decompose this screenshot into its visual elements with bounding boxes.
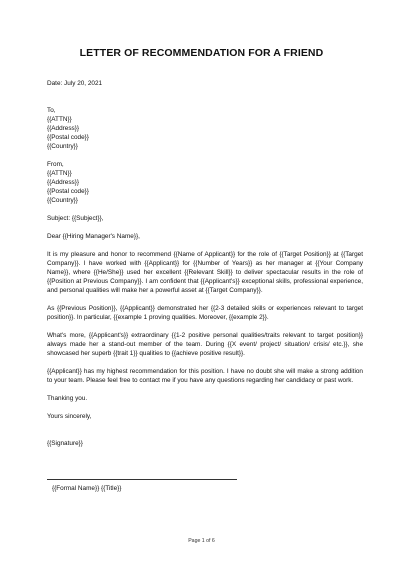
paragraph-1: It is my pleasure and honor to recommend {{Name of Applicant}} for the role of {{Target Position}} at {{Target Company}}. I have worked with {{Applicant}} for {{Number of Years}} as her manager at {{Your Company Name}}, where {{He/She}} used her excellent {{Relevant Skill}} to deliver spectacular results in the role of {{Position at Previous Company}}. I am confident that {{Applicant's}} exceptional skills, professional experience, and personal qualities will make her a powerful asset at {{Target Company}}. (47, 251, 363, 294)
to-attn: {{ATTN}} (47, 116, 72, 123)
to-country: {{Country}} (47, 143, 78, 150)
from-postal-code: {{Postal code}} (47, 188, 89, 195)
closing-thanks: Thanking you. (47, 395, 88, 402)
page-number: Page 1 of 6 (188, 538, 215, 544)
from-country: {{Country}} (47, 197, 78, 204)
to-address: {{Address}} (47, 125, 79, 132)
letter-body (47, 79, 363, 448)
closing: Yours sincerely, (47, 413, 92, 420)
from-label: From, (47, 161, 64, 168)
to-postal-code: {{Postal code}} (47, 134, 89, 141)
salutation: Dear {{Hiring Manager's Name}}, (47, 233, 140, 240)
paragraph-3: What's more, {{Applicant's}} extraordinary {{1-2 positive personal qualities/traits relevant to target position}} always made her a stand-out member of the team. During {{X event/ project/ situation/ crisis/ etc.}}, she showcased her superb {{trait 1}} qualities to {{achieve positive result}}. (47, 332, 363, 357)
paragraph-2: As {{Previous Position}}, {{Applicant}} demonstrated her {{2-3 detailed skills or experiences relevant to target position}}. In particular, {{example 1 proving qualities. Moreover, {{example 2}}. (47, 305, 363, 321)
signature-placeholder: {{Signature}} (47, 440, 83, 447)
subject-line: Subject: {{Subject}}, (47, 215, 104, 222)
formal-name-title: {{Formal Name}} {{Title}} (52, 485, 122, 492)
document-title: LETTER OF RECOMMENDATION FOR A FRIEND (79, 47, 324, 59)
from-attn: {{ATTN}} (47, 170, 72, 177)
to-label: To, (47, 107, 56, 114)
date-line: Date: July 20, 2021 (47, 80, 103, 87)
from-address: {{Address}} (47, 179, 79, 186)
paragraph-4: {{Applicant}} has my highest recommendation for this position. I have no doubt she will make a strong addition to your team. Please feel free to contact me if you have any questions regarding her candidacy or past work. (47, 368, 363, 384)
signature-line (47, 479, 237, 480)
